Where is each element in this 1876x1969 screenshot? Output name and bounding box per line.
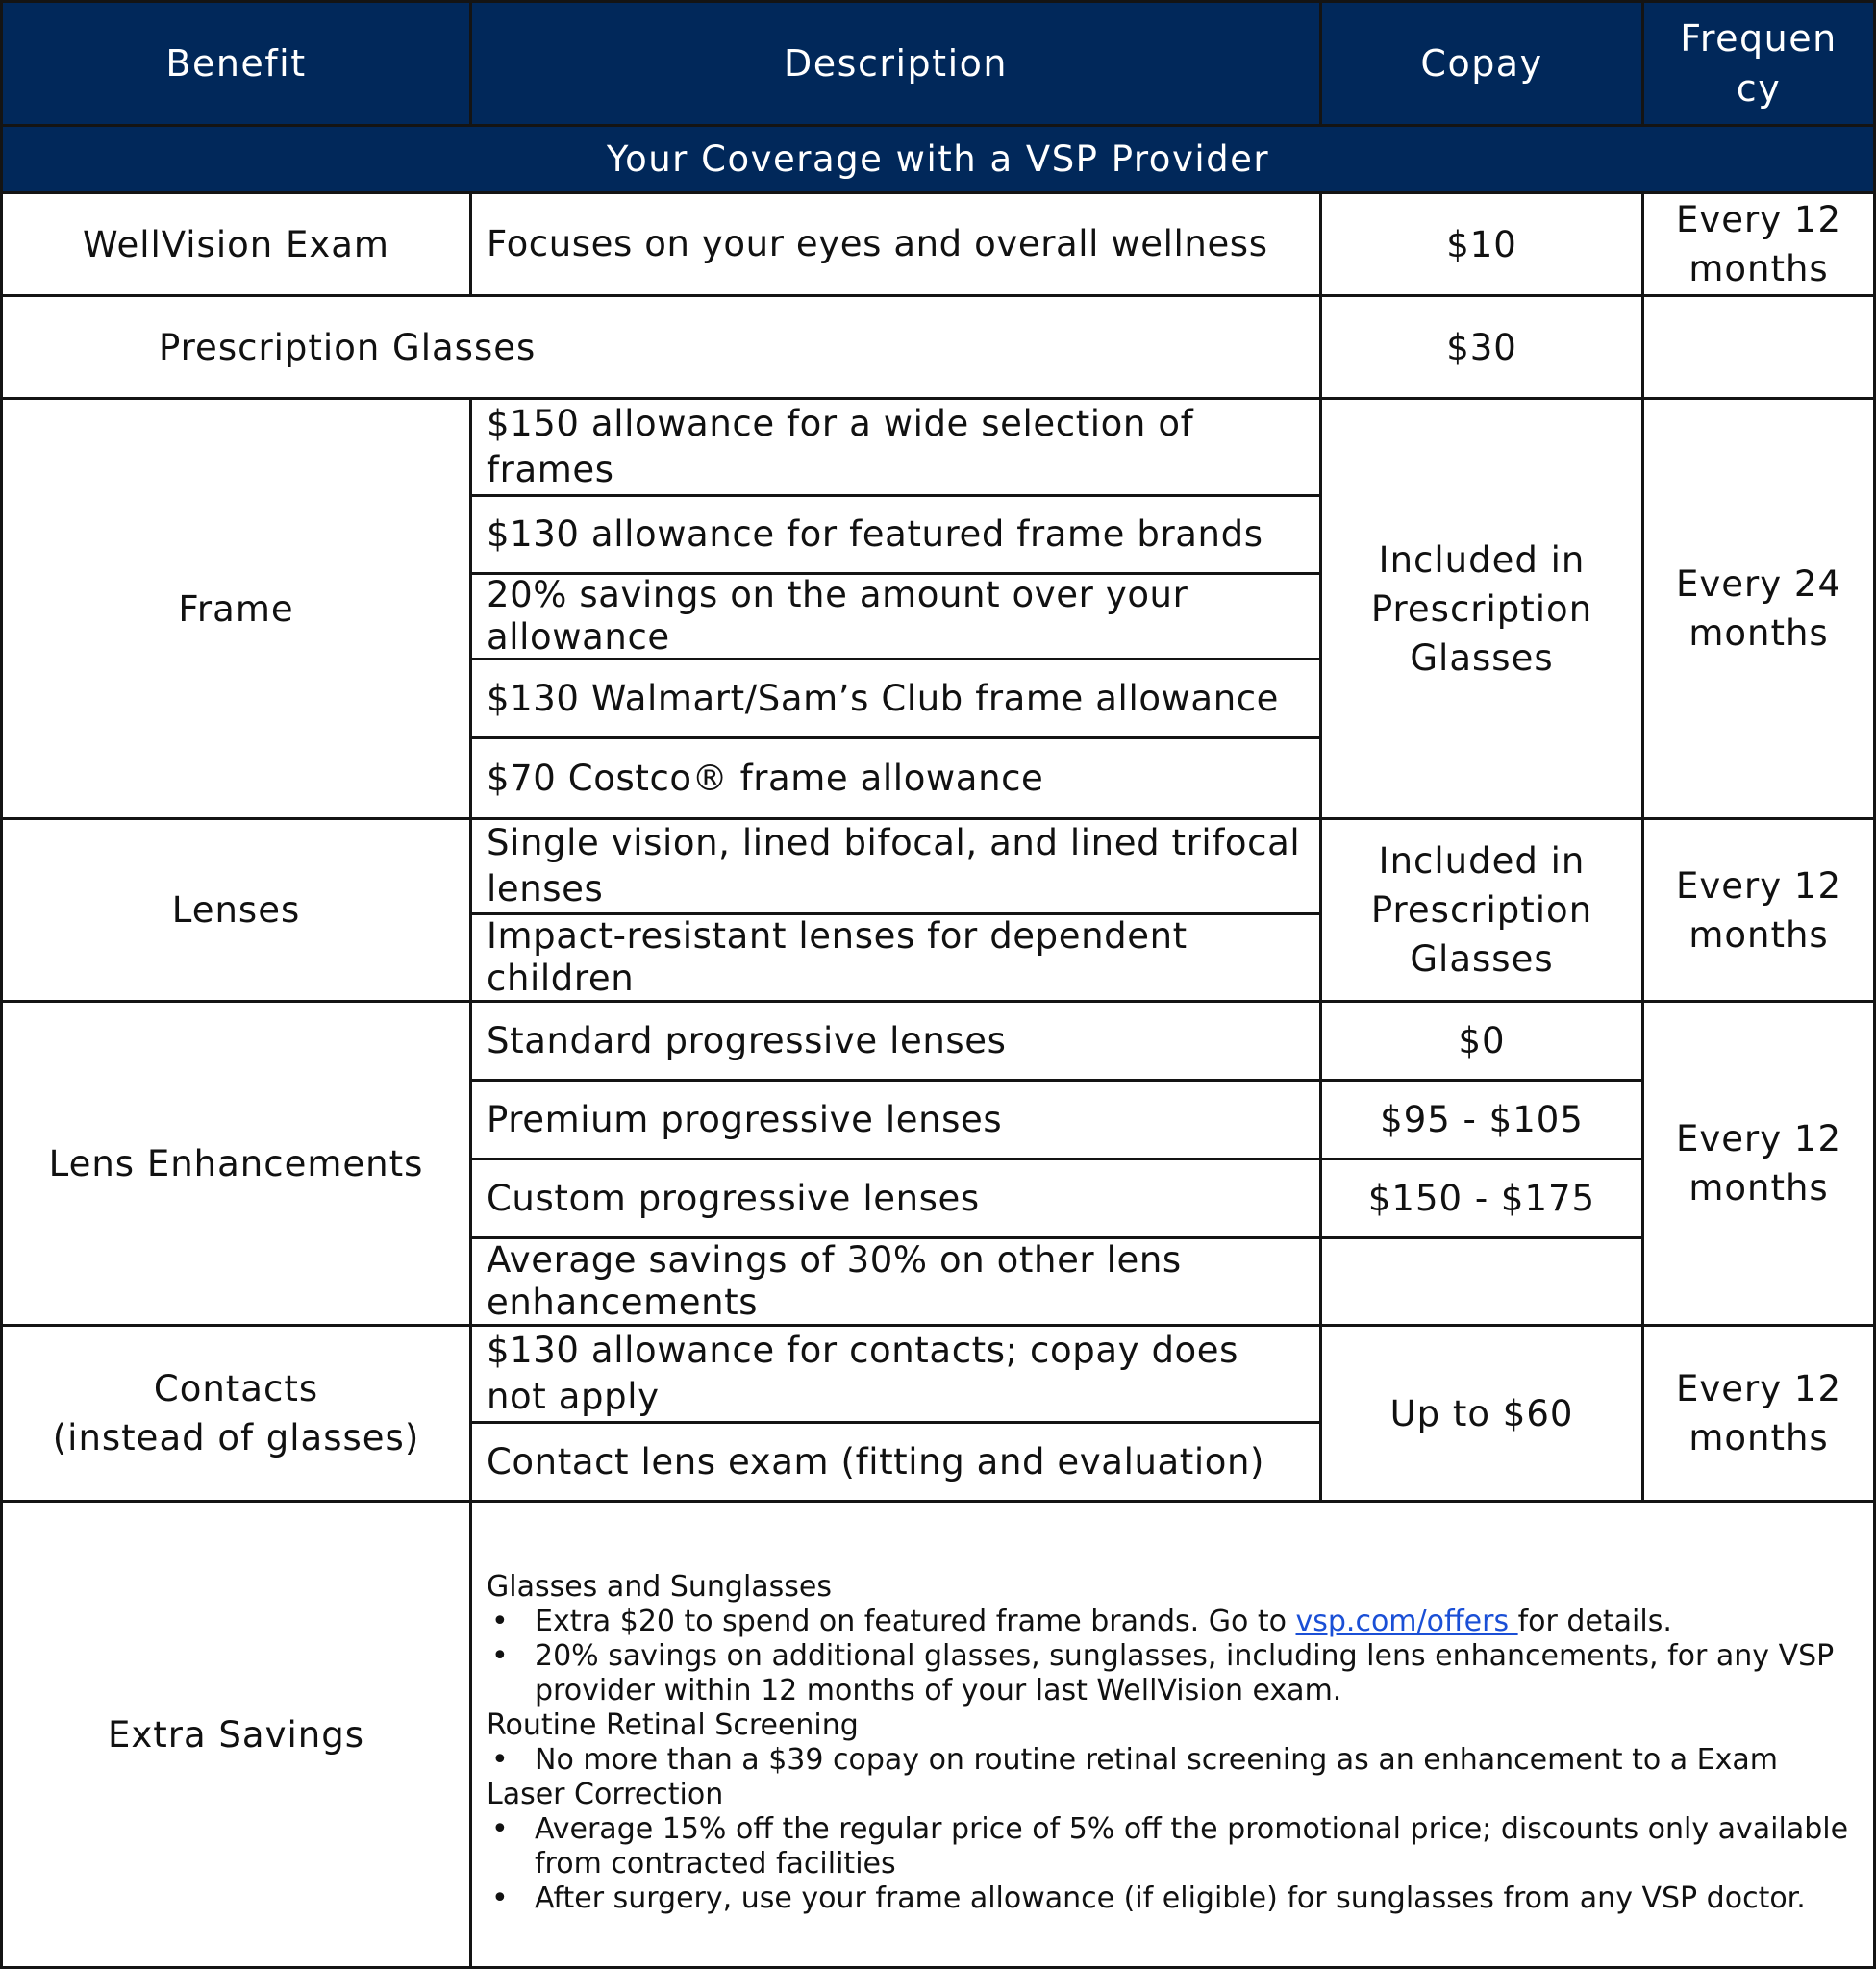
contacts-benefit-label bbox=[53, 1364, 420, 1462]
lenses-frequency-value: Every 12 months bbox=[1676, 864, 1841, 956]
lenses-copay-value: Included in Prescription Glasses bbox=[1370, 840, 1593, 980]
enhancements-item-copay bbox=[1319, 1000, 1644, 1082]
contacts-frequency bbox=[1641, 1324, 1876, 1503]
list-item bbox=[487, 1882, 1862, 1916]
enhancements-item bbox=[469, 1000, 1322, 1082]
enhancements-item-copay bbox=[1319, 1079, 1644, 1160]
frame-frequency bbox=[1641, 397, 1876, 820]
lenses-benefit bbox=[0, 817, 472, 1003]
section-title: Routine Retinal Screening bbox=[487, 1708, 859, 1742]
contacts-copay-value: Up to $60 bbox=[1389, 1392, 1574, 1434]
contacts-benefit-line1: Contacts bbox=[153, 1368, 319, 1409]
frame-item bbox=[469, 572, 1322, 660]
contacts-item-text: Contact lens exam (fitting and evaluation) bbox=[487, 1440, 1265, 1483]
list-item bbox=[487, 1639, 1862, 1708]
frame-item bbox=[469, 494, 1322, 575]
bullet-list bbox=[487, 1605, 1862, 1708]
frame-item-text: $130 allowance for featured frame brands bbox=[487, 513, 1263, 555]
enhancements-benefit bbox=[0, 1000, 472, 1327]
header-frequency-line1: Frequen bbox=[1680, 17, 1838, 60]
contacts-item bbox=[469, 1421, 1322, 1503]
bullet-list bbox=[487, 1812, 1862, 1916]
extra-benefit-label: Extra Savings bbox=[108, 1713, 364, 1756]
glasses-frequency bbox=[1641, 294, 1876, 400]
wellvision-description-text: Focuses on your eyes and overall wellness bbox=[487, 223, 1268, 264]
extra-savings-content bbox=[487, 1570, 1862, 1916]
lenses-benefit-label: Lenses bbox=[171, 889, 301, 931]
header-description-label: Description bbox=[784, 42, 1008, 85]
enhancements-item-text: Custom progressive lenses bbox=[487, 1177, 980, 1219]
lenses-copay bbox=[1319, 817, 1644, 1003]
wellvision-frequency bbox=[1641, 191, 1876, 297]
enhancements-frequency-value: Every 12 months bbox=[1676, 1118, 1841, 1209]
header-frequency-label bbox=[1680, 13, 1837, 113]
frame-benefit bbox=[0, 397, 472, 820]
bullet-text: 20% savings on additional glasses, sunglasses, including lens enhancements, for any VSP provider within 12 months of your last WellVision exam. bbox=[535, 1639, 1835, 1707]
lenses-frequency bbox=[1641, 817, 1876, 1003]
enhancements-copay-value: $95 - $105 bbox=[1380, 1099, 1584, 1140]
frame-item bbox=[469, 397, 1322, 497]
glasses-copay bbox=[1319, 294, 1644, 400]
bullet-list bbox=[487, 1743, 1862, 1778]
enhancements-item bbox=[469, 1079, 1322, 1160]
wellvision-copay bbox=[1319, 191, 1644, 297]
frame-item-text: $150 allowance for a wide selection of frames bbox=[487, 403, 1194, 490]
enhancements-item-copay bbox=[1319, 1158, 1644, 1239]
header-copay bbox=[1319, 0, 1644, 127]
section-title: Laser Correction bbox=[487, 1778, 724, 1811]
bullet-text: Average 15% off the regular price of 5% off the promotional price; discounts only available from contracted facilities bbox=[535, 1812, 1849, 1881]
contacts-benefit bbox=[0, 1324, 472, 1503]
frame-copay-value: Included in Prescription Glasses bbox=[1370, 538, 1593, 679]
contacts-item-text: $130 allowance for contacts; copay does not apply bbox=[487, 1330, 1239, 1417]
lenses-item bbox=[469, 912, 1322, 1003]
enhancements-item bbox=[469, 1158, 1322, 1239]
enhancements-frequency bbox=[1641, 1000, 1876, 1327]
enhancements-item bbox=[469, 1236, 1322, 1327]
frame-item-text: 20% savings on the amount over your allowance bbox=[487, 574, 1188, 658]
frame-item-text: $130 Walmart/Sam’s Club frame allowance bbox=[487, 677, 1280, 719]
glasses-benefit bbox=[0, 294, 1322, 400]
contacts-item bbox=[469, 1324, 1322, 1424]
enhancements-item-copay bbox=[1319, 1236, 1644, 1327]
frame-item-text: $70 Costco® frame allowance bbox=[487, 757, 1044, 799]
wellvision-benefit bbox=[0, 191, 472, 297]
coverage-band-label: Your Coverage with a VSP Provider bbox=[606, 138, 1270, 180]
frame-benefit-label: Frame bbox=[178, 587, 294, 630]
coverage-band bbox=[0, 124, 1876, 194]
contacts-frequency-value: Every 12 months bbox=[1676, 1368, 1841, 1458]
list-item bbox=[487, 1743, 1862, 1778]
enhancements-copay-value: $0 bbox=[1458, 1020, 1506, 1061]
lenses-item-text: Impact-resistant lenses for dependent children bbox=[487, 915, 1188, 999]
bullet-text: for details. bbox=[1517, 1605, 1672, 1638]
section-title: Glasses and Sunglasses bbox=[487, 1570, 833, 1604]
wellvision-benefit-label: WellVision Exam bbox=[83, 223, 389, 265]
frame-frequency-value: Every 24 months bbox=[1676, 563, 1841, 654]
frame-copay bbox=[1319, 397, 1644, 820]
contacts-benefit-line2: (instead of glasses) bbox=[52, 1417, 420, 1458]
enhancements-item-text: Average savings of 30% on other lens enhancements bbox=[487, 1239, 1182, 1323]
enhancements-item-text: Standard progressive lenses bbox=[487, 1019, 1007, 1061]
header-benefit-label: Benefit bbox=[165, 42, 307, 85]
header-frequency-line2: cy bbox=[1736, 67, 1782, 110]
bullet-text: After surgery, use your frame allowance (if eligible) for sunglasses from any VSP doctor. bbox=[535, 1882, 1806, 1915]
bullet-text: Extra $20 to spend on featured frame brands. Go to bbox=[535, 1605, 1296, 1638]
list-item bbox=[487, 1605, 1862, 1639]
glasses-copay-value: $30 bbox=[1446, 326, 1517, 368]
enhancements-benefit-label: Lens Enhancements bbox=[48, 1142, 424, 1184]
frame-item bbox=[469, 736, 1322, 820]
header-frequency bbox=[1641, 0, 1876, 127]
extra-benefit bbox=[0, 1500, 472, 1969]
enhancements-copay-value: $150 - $175 bbox=[1367, 1178, 1596, 1219]
bullet-text: No more than a $39 copay on routine retinal screening as an enhancement to a Exam bbox=[535, 1743, 1778, 1777]
list-item bbox=[487, 1812, 1862, 1882]
wellvision-description bbox=[469, 191, 1322, 297]
glasses-benefit-label: Prescription Glasses bbox=[159, 326, 537, 368]
frame-item bbox=[469, 658, 1322, 739]
vsp-offers-link[interactable]: vsp.com/offers bbox=[1295, 1605, 1518, 1638]
header-description bbox=[469, 0, 1322, 127]
header-copay-label: Copay bbox=[1420, 42, 1543, 85]
wellvision-frequency-value: Every 12 months bbox=[1676, 199, 1841, 289]
lenses-item bbox=[469, 817, 1322, 915]
enhancements-item-text: Premium progressive lenses bbox=[487, 1098, 1003, 1140]
lenses-item-text: Single vision, lined bifocal, and lined trifocal lenses bbox=[487, 822, 1301, 910]
header-benefit bbox=[0, 0, 472, 127]
extra-savings-details bbox=[469, 1500, 1876, 1969]
wellvision-copay-value: $10 bbox=[1446, 223, 1517, 265]
contacts-copay bbox=[1319, 1324, 1644, 1503]
